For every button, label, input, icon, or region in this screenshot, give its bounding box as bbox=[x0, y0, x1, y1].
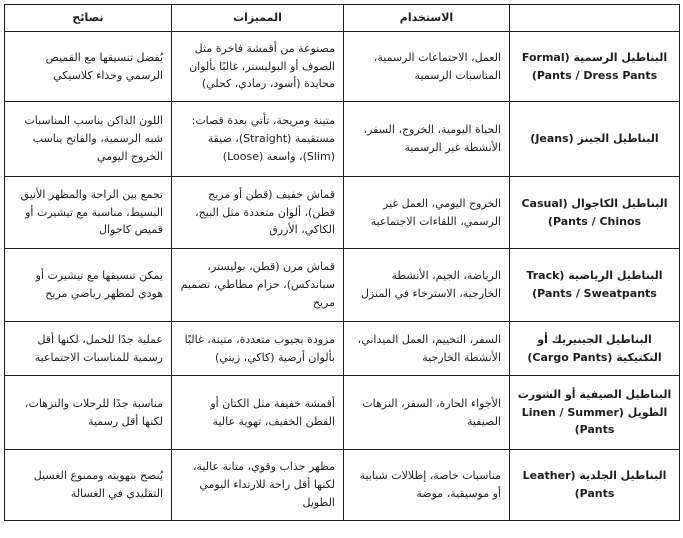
row-type: البناطيل الجلدية (Leather Pants) bbox=[510, 450, 680, 521]
row-type: البناطيل الرياضية (Track Pants / Sweatpants) bbox=[510, 249, 680, 322]
table-header-row bbox=[5, 5, 680, 32]
row-features: قماش مرن (قطن، بوليستر، سباندكس)، حزام مطاطي، تصميم مريح bbox=[172, 249, 344, 322]
row-usage: الأجواء الحارة، السفر، النزهات الصيفية bbox=[344, 376, 510, 450]
row-features: مزودة بجيوب متعددة، متينة، غالبًا بألوان أرضية (كاكي، زيتي) bbox=[172, 322, 344, 376]
row-tips: عملية جدًا للحمل، لكنها أقل رسمية للمناسبات الاجتماعية bbox=[5, 322, 172, 376]
row-usage: السفر، التخييم، العمل الميداني، الأنشطة الخارجية bbox=[344, 322, 510, 376]
row-tips: مناسبة جدًا للرحلات والنزهات، لكنها أقل رسمية bbox=[5, 376, 172, 450]
row-usage: الرياضة، الجيم، الأنشطة الخارجية، الاسترخاء في المنزل bbox=[344, 249, 510, 322]
row-usage: مناسبات خاصة، إطلالات شبابية أو موسيقية، موضة bbox=[344, 450, 510, 521]
row-type: البناطيل الجينز (Jeans) bbox=[510, 102, 680, 177]
row-features: قماش خفيف (قطن أو مزيج قطن)، ألوان متعددة مثل البيج، الكاكي، الأزرق bbox=[172, 177, 344, 249]
header-type bbox=[510, 5, 680, 32]
row-tips: يُفضل تنسيقها مع القميص الرسمي وحذاء كلاسيكي bbox=[5, 32, 172, 102]
table-row bbox=[5, 102, 680, 177]
table-row bbox=[5, 450, 680, 521]
row-type: البناطيل الكاجوال (Casual Pants / Chinos) bbox=[510, 177, 680, 249]
table-row bbox=[5, 32, 680, 102]
row-usage: العمل، الاجتماعات الرسمية، المناسبات الرسمية bbox=[344, 32, 510, 102]
pants-comparison-table bbox=[4, 4, 680, 521]
row-usage: الخروج اليومي، العمل غير الرسمي، اللقاءات الاجتماعية bbox=[344, 177, 510, 249]
row-tips: يمكن تنسيقها مع تيشيرت أو هودي لمظهر رياضي مريح bbox=[5, 249, 172, 322]
row-usage: الحياة اليومية، الخروج، السفر، الأنشطة غير الرسمية bbox=[344, 102, 510, 177]
header-usage: الاستخدام bbox=[344, 5, 510, 32]
table-row bbox=[5, 376, 680, 450]
row-features: مصنوعة من أقمشة فاخرة مثل الصوف أو البوليستر، غالبًا بألوان محايدة (أسود، رمادي، كحلي) bbox=[172, 32, 344, 102]
table-row bbox=[5, 249, 680, 322]
header-tips: نصائح bbox=[5, 5, 172, 32]
row-features: مظهر جذاب وقوي، متانة عالية، لكنها أقل راحة للارتداء اليومي الطويل bbox=[172, 450, 344, 521]
row-type: البناطيل الرسمية (Formal Pants / Dress Pants) bbox=[510, 32, 680, 102]
row-features: متينة ومريحة، تأتي بعدة قصات: مستقيمة (Straight)، ضيقة (Slim)، واسعة (Loose) bbox=[172, 102, 344, 177]
row-tips: يُنصح بتهويته وممنوع الغسيل التقليدي في الغسالة bbox=[5, 450, 172, 521]
row-type: البناطيل الجينيريك أو التكتيكية (Cargo Pants) bbox=[510, 322, 680, 376]
header-features: المميزات bbox=[172, 5, 344, 32]
row-features: أقمشة خفيفة مثل الكتان أو القطن الخفيف، تهوية عالية bbox=[172, 376, 344, 450]
table-row bbox=[5, 322, 680, 376]
table-row bbox=[5, 177, 680, 249]
row-tips: تجمع بين الراحة والمظهر الأنيق البسيط، مناسبة مع تيشيرت أو قميص كاجوال bbox=[5, 177, 172, 249]
row-tips: اللون الداكن يناسب المناسبات شبه الرسمية، والفاتح يناسب الخروج اليومي bbox=[5, 102, 172, 177]
row-type: البناطيل الصيفية أو الشورت الطويل (Linen / Summer Pants) bbox=[510, 376, 680, 450]
